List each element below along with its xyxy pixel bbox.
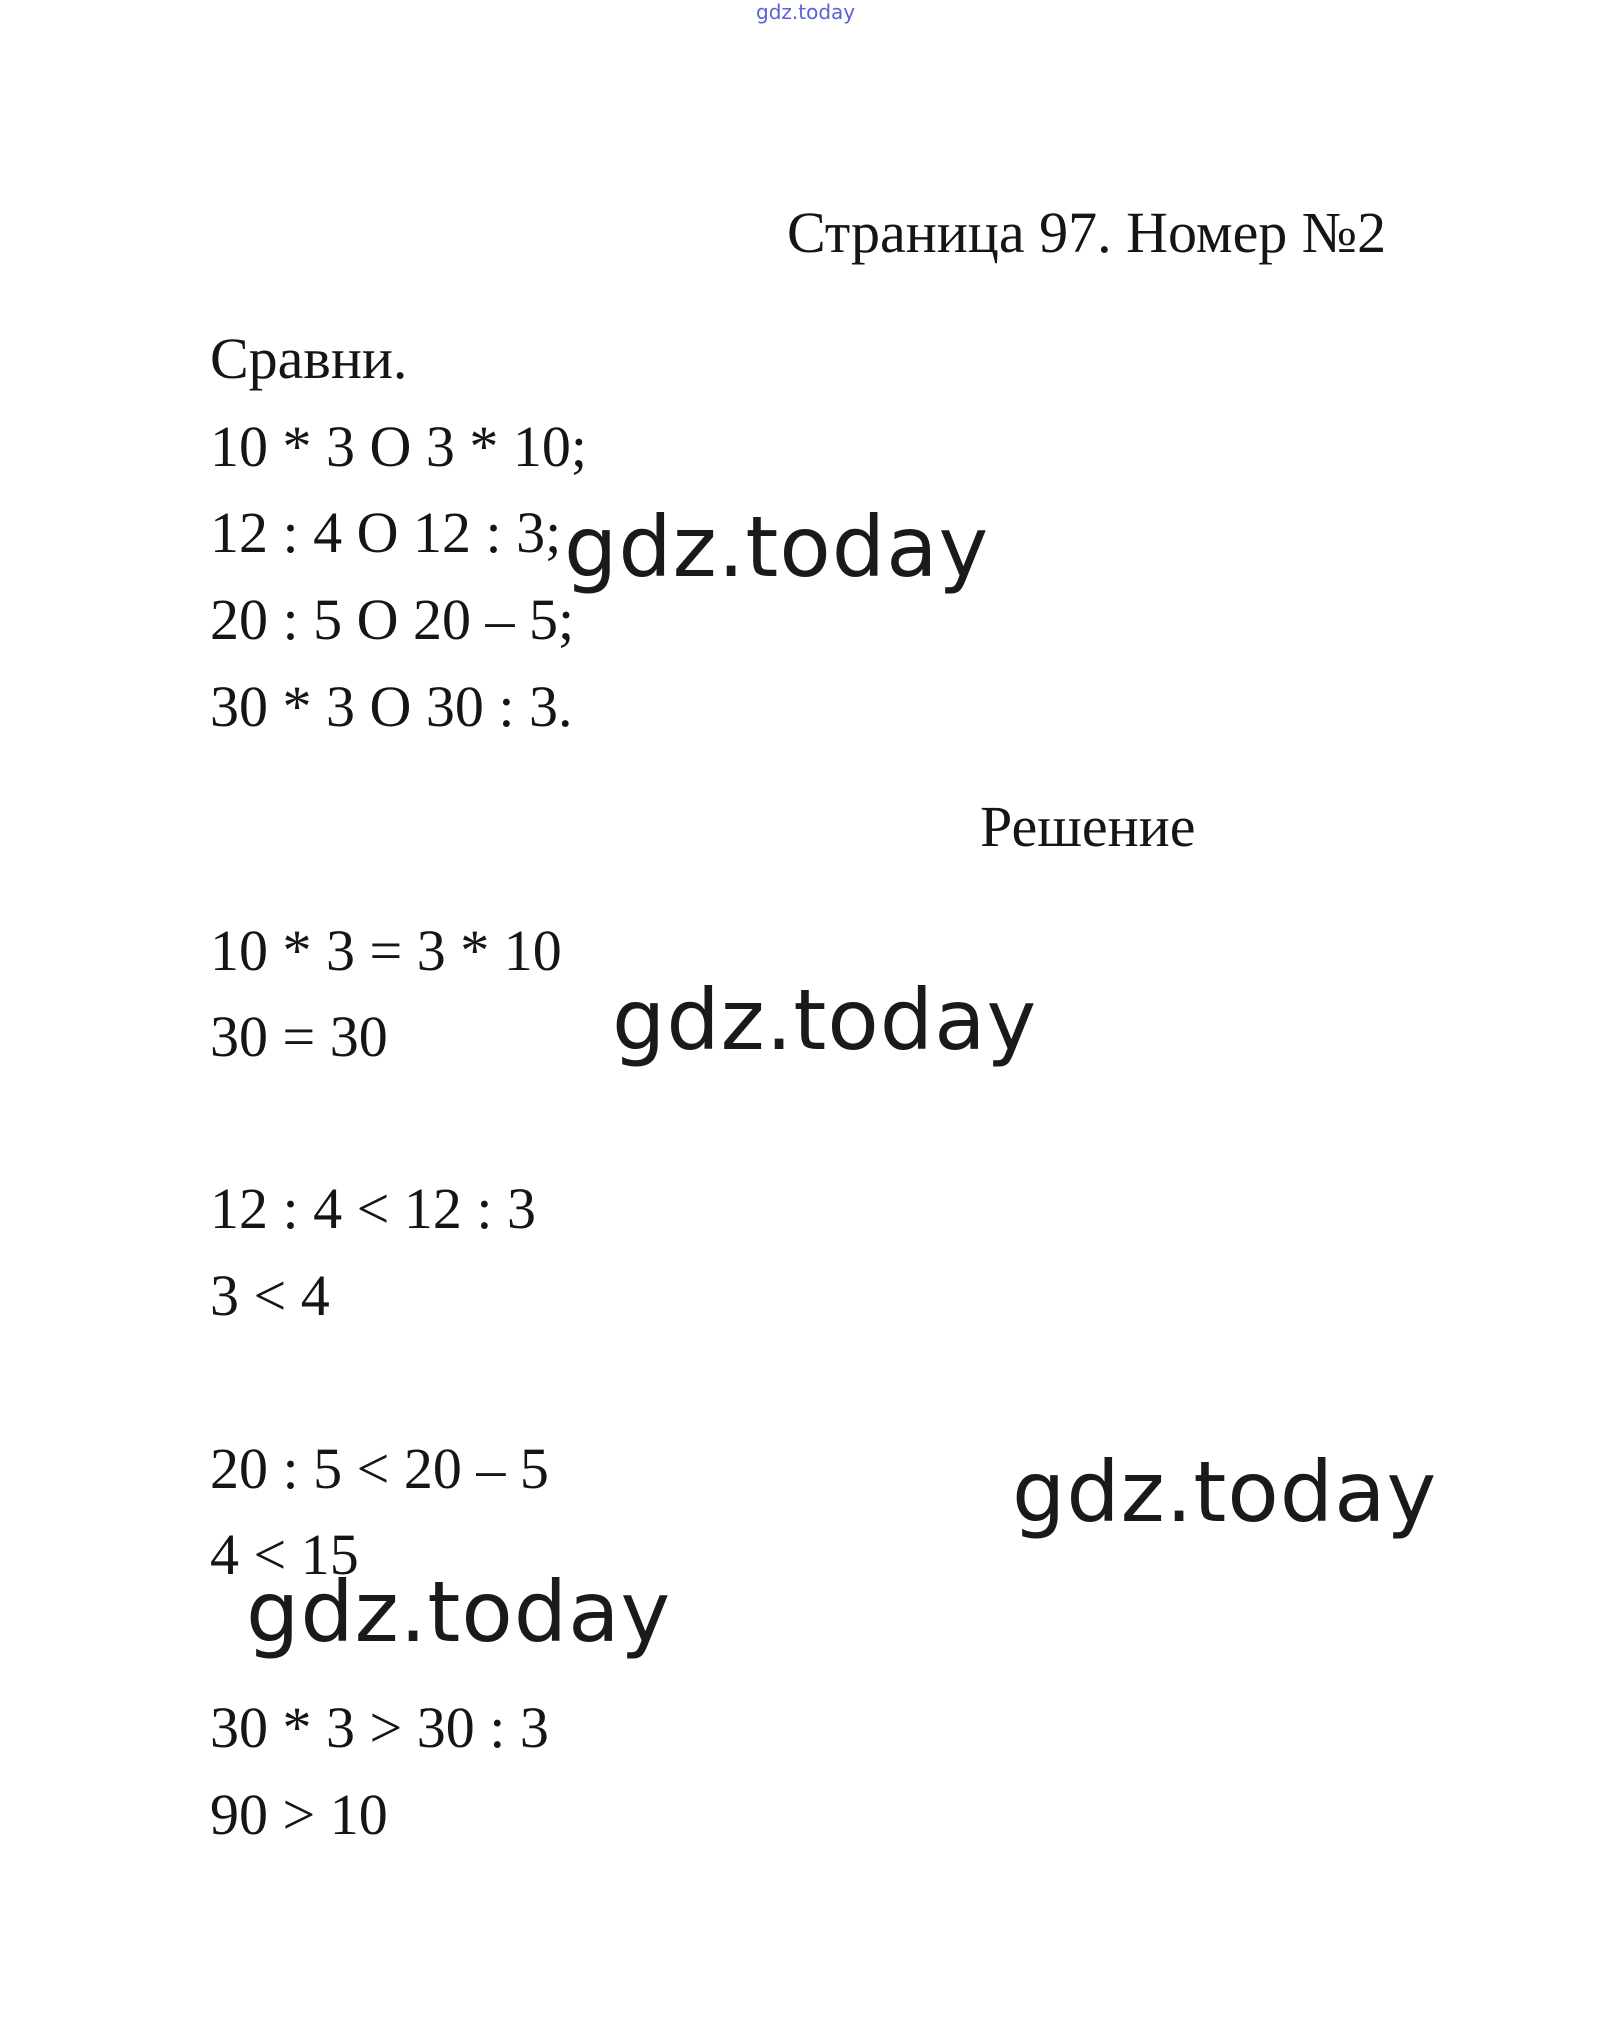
solution-result: 90 > 10 — [210, 1782, 388, 1847]
task-prompt: Сравни. — [210, 326, 408, 391]
watermark: gdz.today — [246, 1563, 672, 1661]
task-line: 10 * 3 O 3 * 10; — [210, 414, 587, 479]
solution-expression: 10 * 3 = 3 * 10 — [210, 918, 562, 983]
watermark: gdz.today — [612, 971, 1038, 1069]
task-line: 20 : 5 O 20 – 5; — [210, 587, 575, 652]
page-title: Страница 97. Номер №2 — [787, 200, 1387, 265]
solution-expression: 30 * 3 > 30 : 3 — [210, 1695, 549, 1760]
watermark-top: gdz.today — [756, 0, 856, 24]
solution-result: 3 < 4 — [210, 1263, 330, 1328]
solution-result: 30 = 30 — [210, 1004, 388, 1069]
task-line: 12 : 4 O 12 : 3; — [210, 500, 562, 565]
solution-expression: 12 : 4 < 12 : 3 — [210, 1176, 536, 1241]
watermark: gdz.today — [564, 498, 990, 596]
task-line: 30 * 3 O 30 : 3. — [210, 674, 573, 739]
watermark: gdz.today — [1012, 1443, 1438, 1541]
solution-heading: Решение — [980, 794, 1196, 859]
solution-expression: 20 : 5 < 20 – 5 — [210, 1436, 549, 1501]
solution-result: 4 < 15 — [210, 1522, 359, 1587]
